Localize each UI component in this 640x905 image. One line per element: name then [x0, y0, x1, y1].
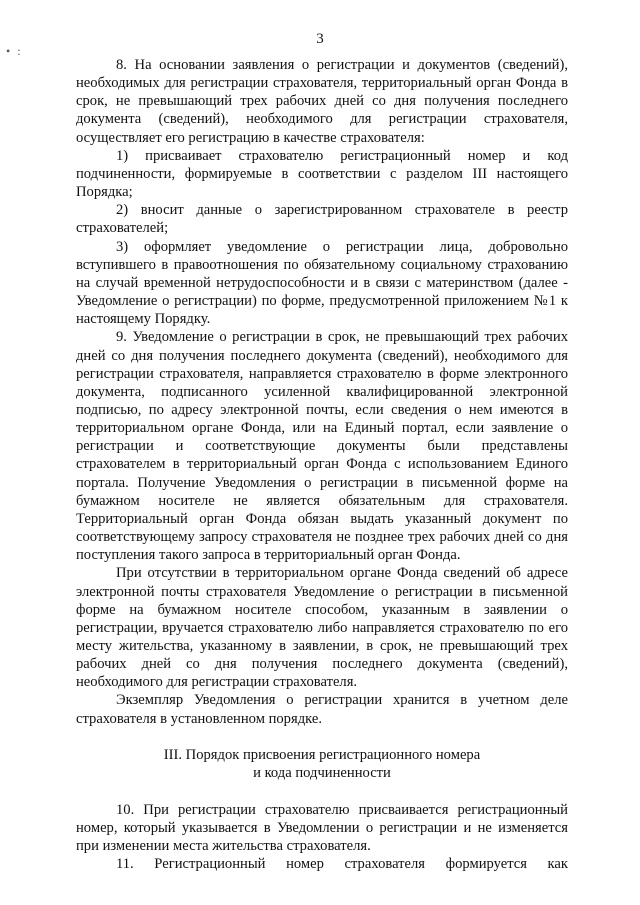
page-number: 3 — [316, 31, 324, 47]
section-heading — [76, 746, 568, 783]
document-body — [76, 56, 568, 873]
paragraph-9-copy: Экземпляр Уведомления о регистрации хранится в учетном деле страхователя в установленном порядке. — [76, 692, 568, 727]
paragraph-8-item-2: 2) вносит данные о зарегистрированном страхователе в реестр страхователей; — [76, 202, 568, 237]
paragraph-8-item-1: 1) присваивает страхователю регистрационный номер и код подчиненности, формируемые в соответствии с разделом III настоящего Порядка; — [76, 147, 568, 201]
section-heading-line-1: III. Порядок присвоения регистрационного номера — [163, 746, 481, 763]
paragraph-9-no-email: При отсутствии в территориальном органе Фонда сведений об адресе электронной почты страхователя Уведомление о регистрации в письменной форме на бумажном носителе способом, указанным в заявлении о регистрации, вручается страхователю либо направляется страхователю по его месту жительства, указанному в заявлении, в срок, не превышающий трех рабочих дней со дня получения последнего документа (сведений), необходимого для регистрации страхователя. — [76, 565, 568, 691]
scan-artifact-marks: • : — [6, 44, 23, 58]
paragraph-8-item-3: 3) оформляет уведомление о регистрации лица, добровольно вступившего в правоотношения по обязательному социальному страхованию на случай временной нетрудоспособности и в связи с материнством (далее - Уведомление о регистрации) по форме, предусмотренной приложением №1 к настоящему Порядку. — [76, 238, 568, 328]
paragraph-10: 10. При регистрации страхователю присваивается регистрационный номер, который указывается в Уведомлении о регистрации и не изменяется при изменении места жительства страхователя. — [76, 801, 568, 855]
paragraph-9: 9. Уведомление о регистрации в срок, не превышающий трех рабочих дней со дня получения последнего документа (сведений), необходимого для регистрации страхователя, направляется страхователю в форме электронного документа, подписанного усиленной квалифицированной электронной подписью, по адресу электронной почты, если сведения о нем имеются в территориальном органе Фонда, или на Единый портал, если заявление о регистрации и соответствующие документы были представлены страхователем в территориальный орган Фонда с использованием Единого портала. Получение Уведомления о регистрации в письменной форме на бумажном носителе не является обязательным для страхователя. Территориальный орган Фонда обязан выдать указанный документ по соответствующему запросу страхователя не позднее трех рабочих дней со дня поступления такого запроса в территориальный орган Фонда. — [76, 329, 568, 564]
section-heading-line-2: и кода подчиненности — [253, 765, 391, 782]
paragraph-8: 8. На основании заявления о регистрации и документов (сведений), необходимых для регистрации страхователя, территориальный орган Фонда в срок, не превышающий трех рабочих дней со дня получения последнего документа (сведений), необходимого для регистрации страхователя, осуществляет его регистрацию в качестве страхователя: — [76, 57, 568, 146]
paragraph-11: 11. Регистрационный номер страхователя формируется как — [116, 856, 568, 873]
